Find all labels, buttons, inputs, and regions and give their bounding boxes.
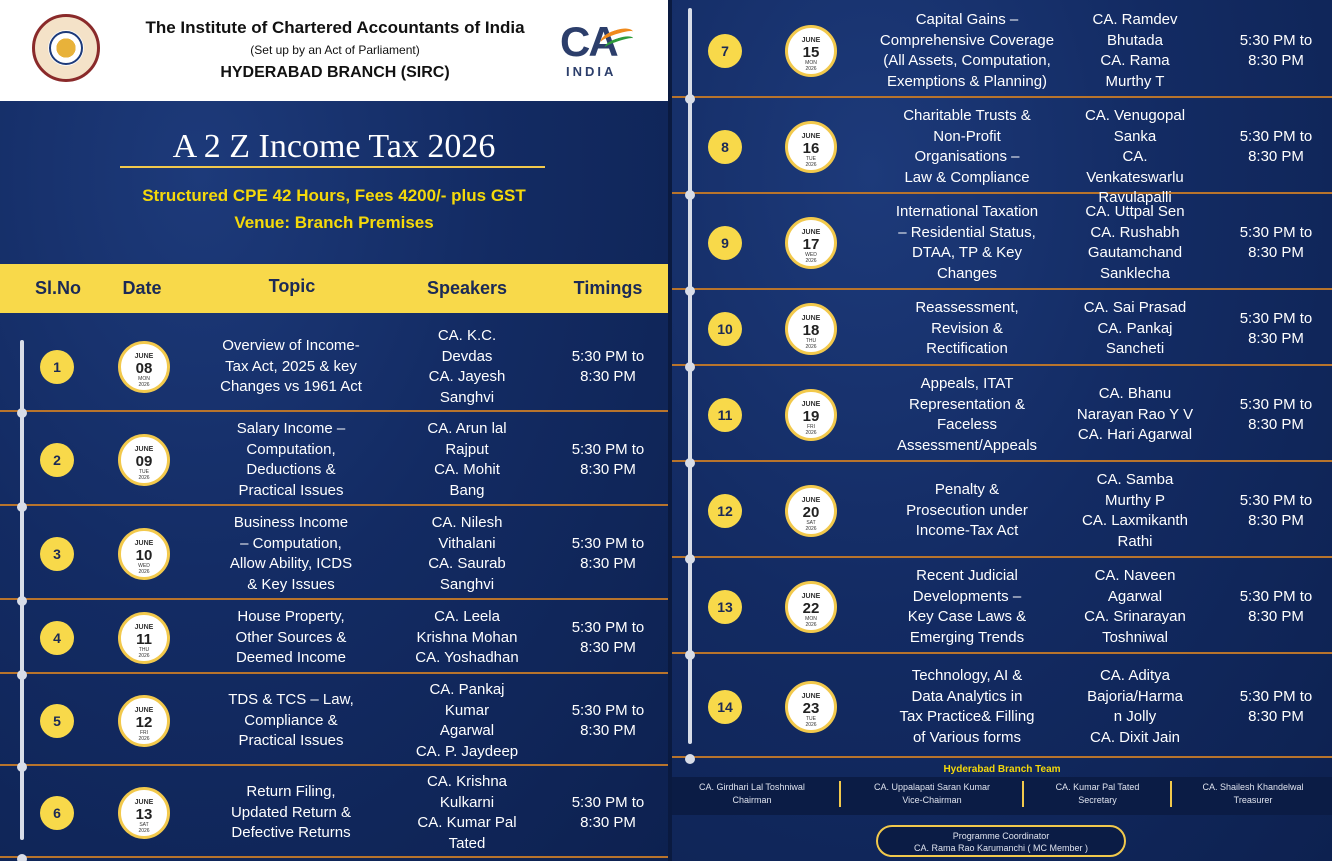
team-bar: [672, 777, 1332, 815]
session-number: 6: [40, 796, 74, 830]
date-badge: JUNE 13 SAT 2026: [118, 787, 170, 839]
session-topic: Business Income – Computation, Allow Ability, ICDS & Key Issues: [229, 514, 353, 593]
session-number: 7: [708, 34, 742, 68]
session-topic: Penalty & Prosecution under Income-Tax Act: [906, 481, 1028, 540]
branch-name: HYDERABAD BRANCH (SIRC): [220, 64, 450, 81]
icai-seal-logo: [32, 14, 100, 82]
session-topic: Salary Income – Computation, Deductions & Practical Issues: [236, 420, 346, 499]
date-badge: JUNE 10 WED 2026: [118, 528, 170, 580]
table-header: [0, 264, 668, 313]
session-number: 4: [40, 621, 74, 655]
date-badge: JUNE 11 THU 2026: [118, 612, 170, 664]
timeline-dot: [17, 854, 27, 861]
session-speakers: CA. Naveen Agarwal CA. Srinarayan Toshniwal: [1084, 567, 1186, 646]
session-timing: 5:30 PM to 8:30 PM: [1239, 687, 1313, 725]
session-speakers: CA. Uttpal Sen CA. Rushabh Gautamchand Sanklecha: [1085, 203, 1185, 282]
header: [0, 0, 668, 101]
session-number: 2: [40, 443, 74, 477]
date-badge: JUNE 22 MON 2026: [785, 581, 837, 633]
session-timing: 5:30 PM to 8:30 PM: [1239, 587, 1313, 625]
org-name: The Institute of Chartered Accountants of India: [145, 18, 525, 37]
date-badge: JUNE 19 FRI 2026: [785, 389, 837, 441]
col-speakers: Speakers: [426, 278, 508, 298]
session-number: 3: [40, 537, 74, 571]
team-label: Hyderabad Branch Team: [943, 764, 1061, 775]
session-topic: Return Filing, Updated Return & Defective Returns: [230, 783, 352, 842]
session-timing: 5:30 PM to 8:30 PM: [571, 793, 645, 831]
session-speakers: CA. Arun lal Rajput CA. Mohit Bang: [427, 420, 507, 499]
session-speakers: CA. Sai Prasad CA. Pankaj Sancheti: [1083, 299, 1187, 358]
session-speakers: CA. Leela Krishna Mohan CA. Yoshadhan: [415, 608, 519, 667]
session-topic: Overview of Income- Tax Act, 2025 & key Changes vs 1961 Act: [220, 337, 362, 396]
session-speakers: CA. Aditya Bajoria/Harma n Jolly CA. Dixit Jain: [1087, 667, 1183, 746]
session-number: 11: [708, 398, 742, 432]
date-badge: JUNE 18 THU 2026: [785, 303, 837, 355]
session-topic: TDS & TCS – Law, Compliance & Practical Issues: [228, 691, 354, 750]
session-topic: Technology, AI & Data Analytics in Tax Practice& Filling of Various forms: [899, 667, 1035, 746]
session-number: 12: [708, 494, 742, 528]
session-number: 13: [708, 590, 742, 624]
team-member: CA. Uppalapati Saran Kumar Vice-Chairman: [873, 782, 991, 805]
date-badge: JUNE 12 FRI 2026: [118, 695, 170, 747]
date-badge: JUNE 16 TUE 2026: [785, 121, 837, 173]
session-topic: International Taxation – Residential Status, DTAA, TP & Key Changes: [895, 203, 1039, 282]
date-badge: JUNE 15 MON 2026: [785, 25, 837, 77]
session-timing: 5:30 PM to 8:30 PM: [1239, 127, 1313, 165]
session-timing: 5:30 PM to 8:30 PM: [571, 347, 645, 385]
session-speakers: CA. Samba Murthy P CA. Laxmikanth Rathi: [1082, 471, 1188, 550]
team-member: CA. Shailesh Khandelwal Treasurer: [1202, 782, 1304, 805]
session-timing: 5:30 PM to 8:30 PM: [1239, 31, 1313, 69]
session-topic: Charitable Trusts & Non-Profit Organisations – Law & Compliance: [903, 107, 1031, 186]
session-speakers: CA. Krishna Kulkarni CA. Kumar Pal Tated: [417, 773, 517, 852]
page-title: A 2 Z Income Tax 2026: [172, 128, 496, 165]
col-date: Date: [122, 278, 162, 298]
session-number: 10: [708, 312, 742, 346]
session-number: 1: [40, 350, 74, 384]
session-topic: Reassessment, Revision & Rectification: [915, 299, 1019, 358]
session-speakers: CA. Bhanu Narayan Rao Y V CA. Hari Agarwal: [1076, 385, 1194, 444]
session-speakers: CA. Nilesh Vithalani CA. Saurab Sanghvi: [428, 514, 506, 593]
venue-line: Venue: Branch Premises: [234, 213, 434, 232]
date-badge: JUNE 08 MON 2026: [118, 341, 170, 393]
col-topic: Topic: [268, 276, 316, 296]
title-underline: [120, 166, 545, 168]
ca-india-logo: CA INDIA: [556, 18, 638, 82]
date-badge: JUNE 09 TUE 2026: [118, 434, 170, 486]
session-topic: House Property, Other Sources & Deemed Income: [235, 608, 347, 667]
session-timing: 5:30 PM to 8:30 PM: [571, 534, 645, 572]
timeline-dot: [685, 754, 695, 764]
date-badge: JUNE 17 WED 2026: [785, 217, 837, 269]
col-timings: Timings: [573, 278, 643, 298]
session-number: 8: [708, 130, 742, 164]
session-timing: 5:30 PM to 8:30 PM: [1239, 309, 1313, 347]
session-topic: Appeals, ITAT Representation & Faceless Assessment/Appeals: [896, 375, 1038, 454]
date-badge: JUNE 23 TUE 2026: [785, 681, 837, 733]
session-timing: 5:30 PM to 8:30 PM: [1239, 395, 1313, 433]
col-slno: Sl.No: [34, 278, 81, 298]
session-timing: 5:30 PM to 8:30 PM: [571, 440, 645, 478]
session-speakers: CA. Ramdev Bhutada CA. Rama Murthy T: [1092, 11, 1178, 90]
session-topic: Recent Judicial Developments – Key Case Laws & Emerging Trends: [907, 567, 1027, 646]
session-number: 5: [40, 704, 74, 738]
org-subtitle: (Set up by an Act of Parliament): [250, 43, 420, 57]
session-number: 14: [708, 690, 742, 724]
team-member: CA. Kumar Pal Tated Secretary: [1055, 782, 1140, 805]
session-topic: Capital Gains – Comprehensive Coverage (All Assets, Computation, Exemptions & Planning): [879, 11, 1055, 90]
programme-coordinator: Programme Coordinator CA. Rama Rao Karumanchi ( MC Member ): [876, 825, 1126, 857]
session-number: 9: [708, 226, 742, 260]
session-timing: 5:30 PM to 8:30 PM: [1239, 223, 1313, 261]
session-timing: 5:30 PM to 8:30 PM: [571, 618, 645, 656]
session-speakers: CA. Venugopal Sanka CA. Venkateswarlu Ravulapalli: [1084, 107, 1186, 206]
session-speakers: CA. Pankaj Kumar Agarwal CA. P. Jaydeep: [415, 681, 519, 760]
session-timing: 5:30 PM to 8:30 PM: [1239, 491, 1313, 529]
date-badge: JUNE 20 SAT 2026: [785, 485, 837, 537]
session-timing: 5:30 PM to 8:30 PM: [571, 701, 645, 739]
cpe-fees-line: Structured CPE 42 Hours, Fees 4200/- plus GST: [142, 186, 526, 205]
session-speakers: CA. K.C. Devdas CA. Jayesh Sanghvi: [428, 327, 506, 406]
team-member: CA. Girdhari Lal Toshniwal Chairman: [699, 782, 805, 805]
